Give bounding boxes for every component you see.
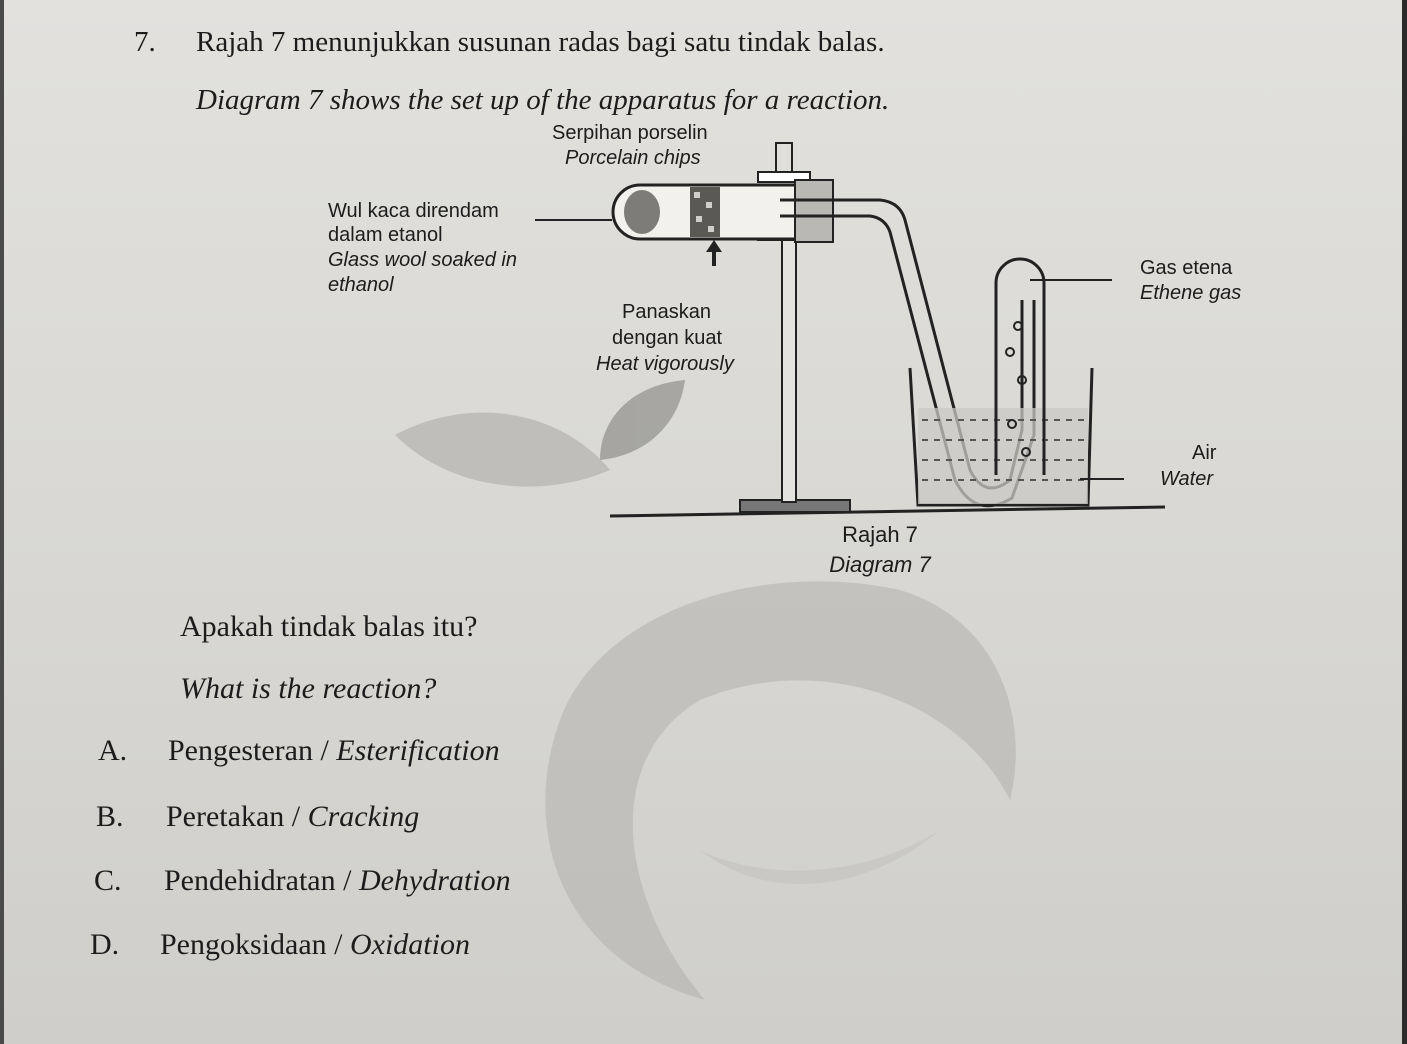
- label-water-en: Water: [1160, 468, 1213, 490]
- label-glasswool-en-1: Glass wool soaked in: [328, 249, 517, 271]
- label-heat-ms-2: dengan kuat: [612, 327, 723, 349]
- question-text-english: Diagram 7 shows the set up of the apparatus for a reaction.: [196, 84, 890, 116]
- option-text-ms: Pengesteran: [168, 734, 313, 767]
- diagram-caption-en: Diagram 7: [829, 552, 931, 577]
- label-porcelain-ms: Serpihan porselin: [552, 122, 708, 144]
- clamp-screw: [776, 143, 792, 172]
- option-text-en: Esterification: [336, 734, 500, 767]
- label-gas-ms: Gas etena: [1140, 257, 1233, 279]
- prompt-english: What is the reaction?: [180, 672, 437, 705]
- option-b[interactable]: [96, 800, 419, 834]
- option-letter: D.: [90, 928, 120, 961]
- bench-line: [610, 507, 1165, 516]
- label-glasswool-ms-2: dalam etanol: [328, 224, 443, 246]
- diagram-caption-ms: Rajah 7: [842, 522, 918, 547]
- option-text-ms: Pendehidratan: [164, 864, 336, 897]
- stand-rod: [782, 238, 796, 502]
- option-letter: C.: [94, 864, 122, 897]
- option-letter: A.: [98, 734, 128, 767]
- option-letter: B.: [96, 800, 124, 833]
- question-number: 7.: [134, 26, 156, 58]
- option-separator: /: [343, 864, 352, 897]
- option-text-en: Oxidation: [349, 928, 470, 961]
- option-d[interactable]: [90, 928, 470, 962]
- rubber-stopper: [795, 180, 833, 242]
- option-text-en: Dehydration: [358, 864, 511, 897]
- water: [918, 408, 1088, 504]
- label-heat-ms-1: Panaskan: [622, 301, 711, 323]
- option-text-ms: Peretakan: [166, 800, 285, 833]
- label-heat-en: Heat vigorously: [596, 353, 734, 375]
- option-separator: /: [291, 800, 301, 833]
- prompt-malay: Apakah tindak balas itu?: [180, 610, 478, 643]
- option-a[interactable]: [98, 734, 500, 768]
- option-text-en: Cracking: [307, 800, 420, 833]
- label-gas-en: Ethene gas: [1140, 282, 1242, 304]
- label-glasswool-ms-1: Wul kaca direndam: [328, 200, 499, 222]
- option-separator: /: [320, 734, 329, 767]
- option-c[interactable]: [94, 864, 511, 898]
- label-glasswool-en-2: ethanol: [328, 274, 394, 296]
- option-text-ms: Pengoksidaan: [160, 928, 327, 961]
- label-water-ms: Air: [1192, 442, 1217, 464]
- label-porcelain-en: Porcelain chips: [565, 147, 701, 169]
- glass-wool: [624, 190, 660, 234]
- question-text-malay: Rajah 7 menunjukkan susunan radas bagi satu tindak balas.: [196, 26, 885, 58]
- option-separator: /: [334, 928, 343, 961]
